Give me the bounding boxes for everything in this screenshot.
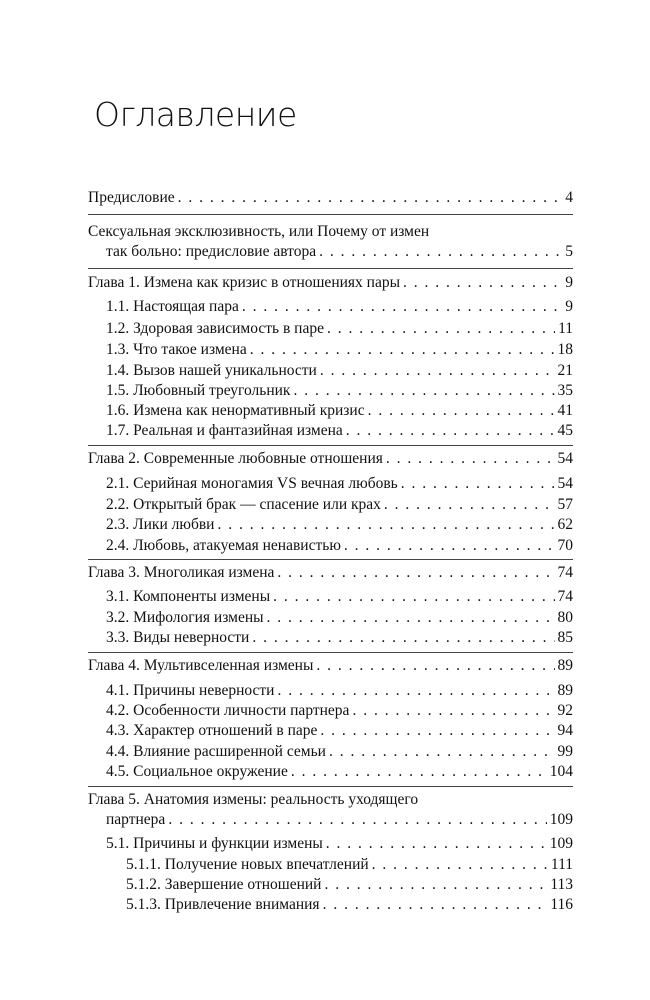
toc-page-number: 113 [550, 876, 573, 893]
toc-entry-label: Глава 2. Современные любовные отношения [88, 450, 383, 467]
toc-page-number: 92 [557, 702, 573, 719]
section-divider [88, 559, 573, 560]
toc-page-number: 41 [557, 402, 573, 419]
toc-page-number: 89 [557, 682, 573, 699]
toc-entry-4-5[interactable] [106, 761, 573, 783]
toc-entry-label: 5.1.1. Получение новых впечатлений [126, 856, 369, 873]
toc-page-number: 109 [549, 835, 573, 852]
dot-leader [217, 514, 554, 536]
dot-leader [277, 562, 554, 584]
dot-leader [386, 448, 555, 470]
dot-leader [368, 400, 555, 422]
toc-page-number: 89 [557, 657, 573, 674]
section-divider [88, 652, 573, 653]
dot-leader [320, 360, 555, 382]
dot-leader [252, 627, 554, 649]
toc-page-number: 21 [557, 362, 573, 379]
toc-entry-1-3[interactable] [106, 339, 573, 361]
dot-leader [352, 700, 554, 722]
toc-entry-4-4[interactable] [106, 741, 573, 763]
dot-leader [178, 187, 563, 209]
toc-page-number: 54 [557, 475, 573, 492]
dot-leader [319, 241, 562, 263]
toc-entry-1-1[interactable] [106, 296, 573, 318]
toc-page-number: 57 [557, 496, 573, 513]
toc-page-number: 11 [558, 320, 573, 337]
toc-entry-label: 1.6. Измена как ненормативный кризис [106, 402, 365, 419]
toc-entry-1-7[interactable] [106, 420, 573, 442]
toc-entry-label: 2.4. Любовь, атакуемая ненавистью [106, 537, 341, 554]
toc-entry-preface[interactable] [88, 187, 573, 209]
dot-leader [346, 420, 555, 442]
toc-entry-label: 1.1. Настоящая пара [106, 298, 239, 315]
dot-leader [320, 720, 554, 742]
toc-entry-4-3[interactable] [106, 720, 573, 742]
toc-page-number: 54 [557, 450, 573, 467]
toc-page-number: 85 [557, 629, 573, 646]
toc-entry-2-4[interactable] [106, 535, 573, 557]
toc-page-number: 9 [565, 274, 573, 291]
toc-entry-3-1[interactable] [106, 586, 573, 608]
toc-entry-label: 1.2. Здоровая зависимость в паре [106, 320, 324, 337]
toc-entry-label: 3.2. Мифология измены [106, 609, 264, 626]
toc-entry-chapter-1[interactable] [88, 272, 573, 294]
toc-entry-4-1[interactable] [106, 680, 573, 702]
toc-page-number: 5 [565, 243, 573, 260]
toc-page-number: 116 [550, 896, 573, 913]
toc-entry-5-1[interactable] [106, 833, 573, 855]
toc-entry-3-3[interactable] [106, 627, 573, 649]
toc-entry-5-1-1[interactable] [126, 854, 573, 876]
toc-page-number: 74 [557, 564, 573, 581]
toc-entry-label: 3.3. Виды неверности [106, 629, 250, 646]
section-divider [88, 268, 573, 269]
toc-entry-label: так больно: предисловие автора [106, 243, 317, 260]
toc-page-number: 104 [549, 763, 573, 780]
toc-page-number: 80 [557, 609, 573, 626]
toc-page-number: 9 [565, 298, 573, 315]
toc-page-number: 109 [549, 811, 573, 828]
dot-leader [401, 473, 555, 495]
toc-page-number: 70 [557, 537, 573, 554]
toc-entry-label: Глава 1. Измена как кризис в отношениях пары [88, 274, 400, 291]
toc-entry-label-line1[interactable]: Глава 5. Анатомия измены: реальность уходящего [88, 791, 419, 808]
dot-leader [323, 894, 548, 916]
toc-entry-label: 2.3. Лики любви [106, 516, 215, 533]
toc-entry-label: партнера [106, 811, 166, 828]
toc-entry-label: 5.1.2. Завершение отношений [126, 876, 322, 893]
toc-entry-5-1-3[interactable] [126, 894, 573, 916]
toc-entry-label: 1.5. Любовный треугольник [106, 382, 291, 399]
toc-entry-label: 5.1.3. Привлечение внимания [126, 896, 320, 913]
dot-leader [267, 607, 555, 629]
dot-leader [293, 380, 554, 402]
toc-entry-1-4[interactable] [106, 360, 573, 382]
toc-page-number: 94 [557, 722, 573, 739]
dot-leader [273, 586, 554, 608]
toc-entry-label: 2.2. Открытый брак — спасение или крах [106, 496, 381, 513]
toc-entry-1-6[interactable] [106, 400, 573, 422]
toc-page-number: 62 [557, 516, 573, 533]
toc-page-number: 45 [557, 422, 573, 439]
dot-leader [242, 296, 562, 318]
dot-leader [324, 874, 547, 896]
dot-leader [344, 535, 555, 557]
toc-page-number: 99 [557, 743, 573, 760]
toc-entry-label: 1.7. Реальная и фантазийная измена [106, 422, 343, 439]
toc-entry-author-preface[interactable] [106, 241, 573, 263]
toc-entry-5-1-2[interactable] [126, 874, 573, 896]
dot-leader [168, 809, 546, 831]
toc-entry-label: 4.2. Особенности личности партнера [106, 702, 350, 719]
toc-entry-chapter-5[interactable] [106, 809, 573, 831]
toc-entry-1-2[interactable] [106, 318, 573, 340]
toc-page-number: 18 [557, 341, 573, 358]
toc-entry-label: 4.4. Влияние расширенной семьи [106, 743, 326, 760]
toc-page-number: 74 [557, 588, 573, 605]
toc-entry-label: Предисловие [88, 189, 175, 206]
toc-entry-label: Глава 4. Мультивселенная измены [88, 657, 314, 674]
toc-entry-label: 2.1. Серийная моногамия VS вечная любовь [106, 475, 398, 492]
toc-entry-label: 1.4. Вызов нашей уникальности [106, 362, 317, 379]
toc-entry-label: 1.3. Что такое измена [106, 341, 247, 358]
section-divider [88, 786, 573, 787]
dot-leader [277, 680, 554, 702]
toc-entry-chapter-3[interactable] [88, 562, 573, 584]
toc-entry-1-5[interactable] [106, 380, 573, 402]
section-divider [88, 214, 573, 215]
toc-entry-label: 4.5. Социальное окружение [106, 763, 288, 780]
toc-entry-label-line1[interactable]: Сексуальная эксклюзивность, или Почему от измен [88, 223, 430, 240]
toc-entry-label: 3.1. Компоненты измены [106, 588, 271, 605]
dot-leader [291, 761, 547, 783]
toc-entry-chapter-4[interactable] [88, 655, 573, 677]
toc-entry-label: 5.1. Причины и функции измены [106, 835, 323, 852]
toc-entry-4-2[interactable] [106, 700, 573, 722]
toc-entry-label: Глава 3. Многоликая измена [88, 564, 275, 581]
section-divider [88, 445, 573, 446]
toc-entry-2-2[interactable] [106, 494, 573, 516]
toc-page-number: 35 [557, 382, 573, 399]
dot-leader [384, 494, 555, 516]
dot-leader [326, 833, 547, 855]
toc-entry-chapter-2[interactable] [88, 448, 573, 470]
dot-leader [329, 741, 555, 763]
toc-page-number: 111 [550, 856, 573, 873]
toc-page-number: 4 [565, 189, 573, 206]
dot-leader [372, 854, 548, 876]
toc-entry-3-2[interactable] [106, 607, 573, 629]
toc-entry-label: 4.1. Причины неверности [106, 682, 275, 699]
dot-leader [316, 655, 554, 677]
toc-entry-2-1[interactable] [106, 473, 573, 495]
dot-leader [403, 272, 562, 294]
page-title: Оглавление [94, 95, 297, 134]
toc-entry-2-3[interactable] [106, 514, 573, 536]
dot-leader [250, 339, 555, 361]
toc-entry-label: 4.3. Характер отношений в паре [106, 722, 318, 739]
dot-leader [327, 318, 555, 340]
